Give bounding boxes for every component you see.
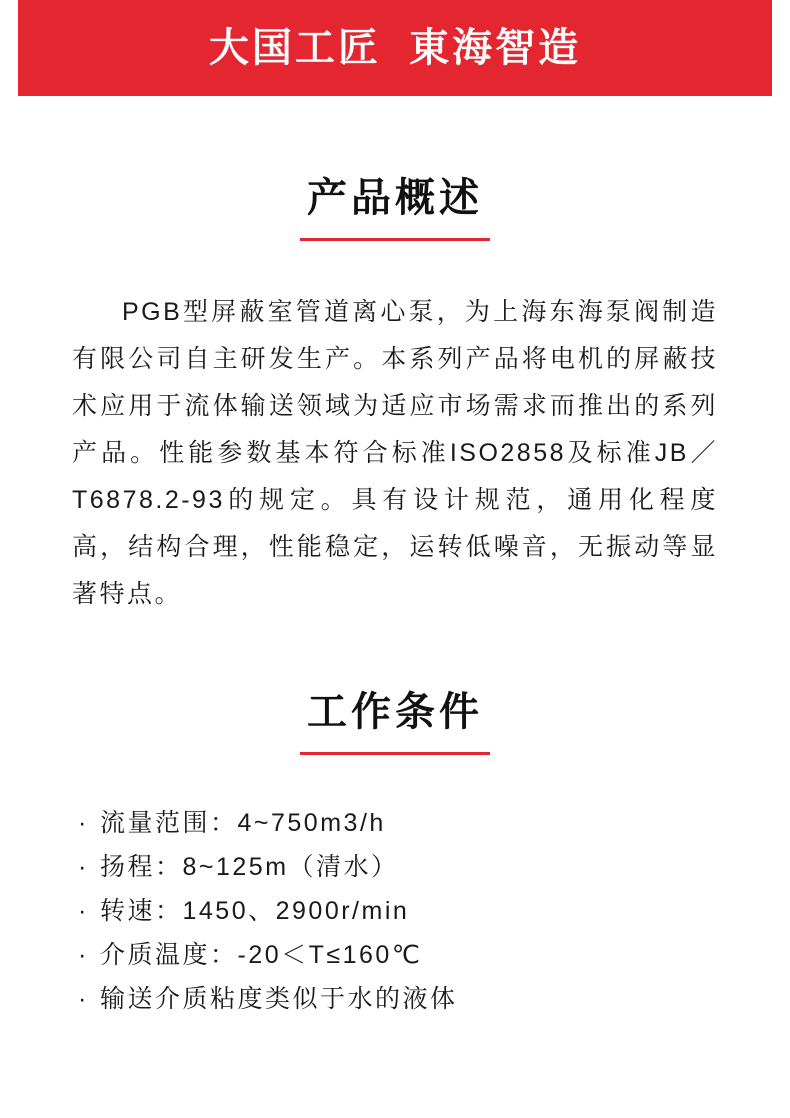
bullet-dot-icon: · [78,897,89,925]
list-item [78,889,790,933]
section-title-overview: 产品概述 [307,176,483,220]
working-conditions-list [0,801,790,1021]
banner-title: 大国工匠 東海智造 [208,26,582,70]
section-rule-conditions [300,752,490,755]
overview-paragraph: PGB型屏蔽室管道离心泵，为上海东海泵阀制造有限公司自主研发生产。本系列产品将电机的屏蔽技术应用于流体输送领域为适应市场需求而推出的系列产品。性能参数基本符合标准ISO2858及标准JB／T6878.2-93的规定。具有设计规范，通用化程度高，结构合理，性能稳定，运转低噪音，无振动等显著特点。 [72,298,718,608]
list-item-label: 转速：1450、2900r/min [100,897,410,925]
list-item [78,845,790,889]
section-heading-conditions [0,688,790,755]
list-item-label: 输送介质粘度类似于水的液体 [100,985,458,1013]
banner-edge-left [0,0,18,96]
list-item [78,977,790,1021]
top-banner [0,0,790,96]
list-item [78,933,790,977]
bullet-dot-icon: · [78,941,89,969]
section-rule-overview [300,238,490,241]
banner-edge-right [772,0,790,96]
section-heading-overview [0,174,790,241]
list-item-label: 流量范围：4~750m3/h [100,809,386,837]
list-item-label: 介质温度：-20＜T≤160℃ [100,941,423,969]
section-title-conditions: 工作条件 [307,690,483,734]
bullet-dot-icon: · [78,809,89,837]
list-item-label: 扬程：8~125m（清水） [100,853,399,881]
bullet-dot-icon: · [78,985,89,1013]
list-item [78,801,790,845]
bullet-dot-icon: · [78,853,89,881]
